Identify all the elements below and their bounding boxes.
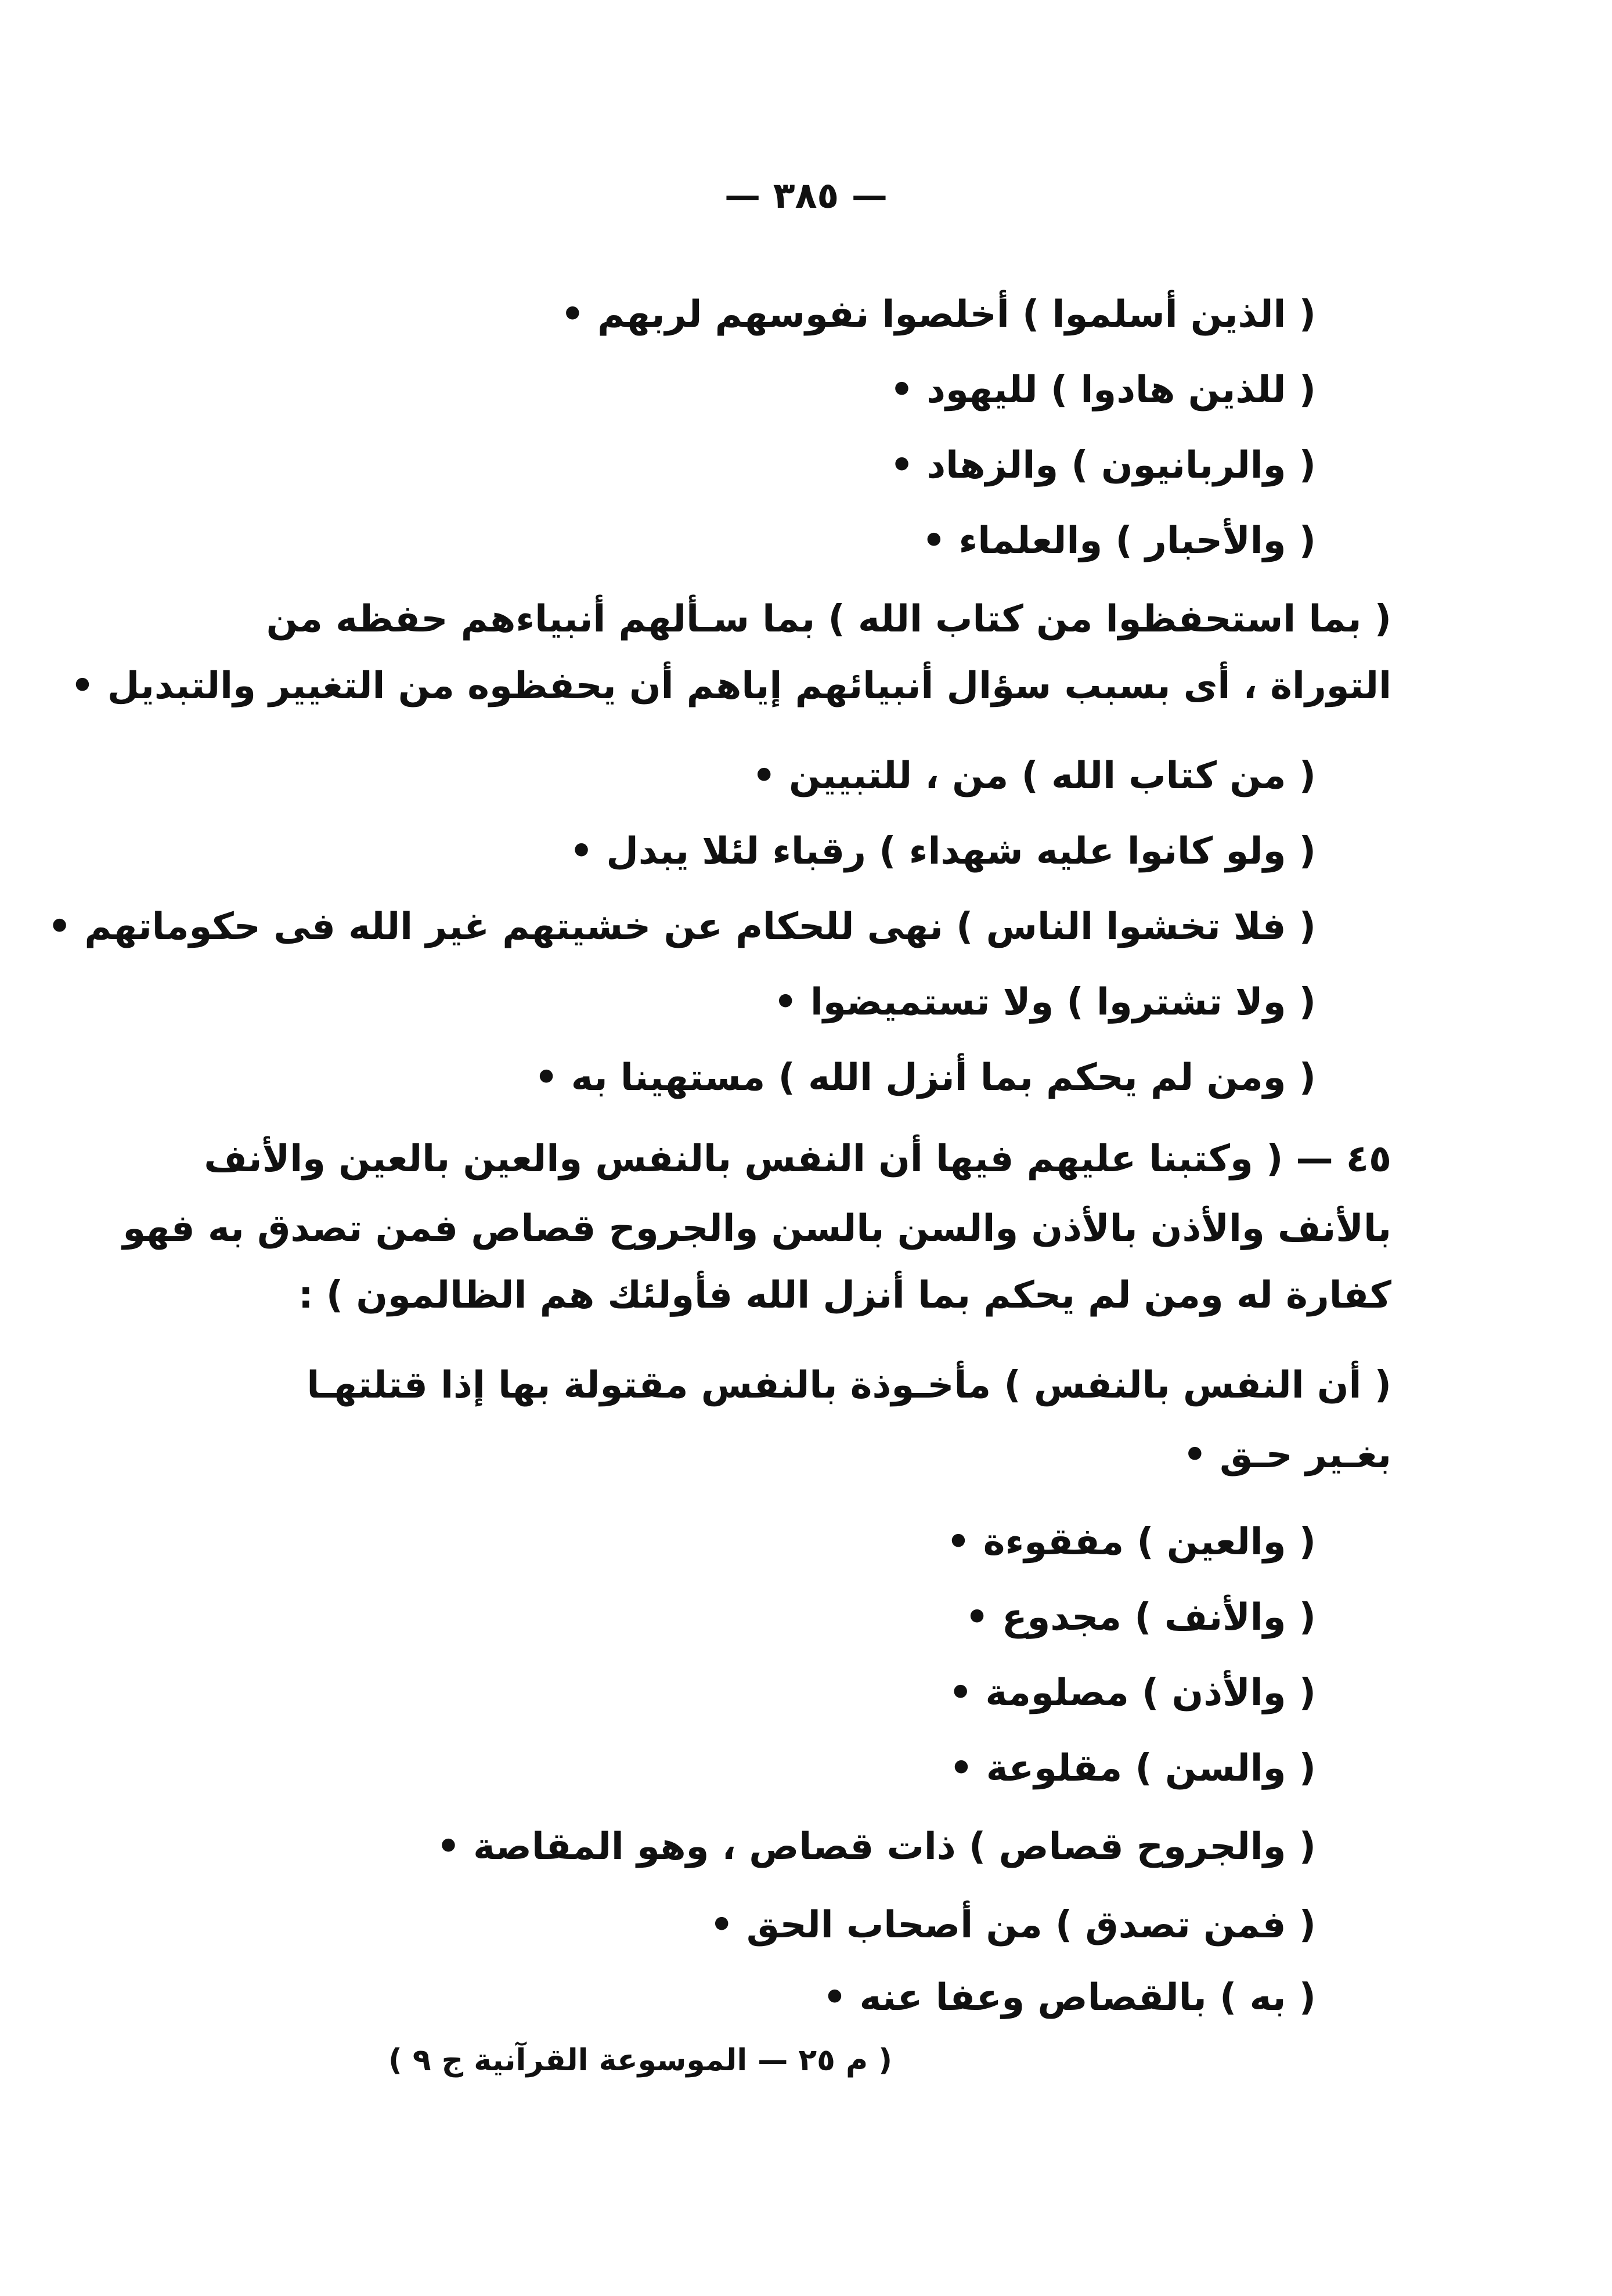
footer-citation: ( م ٢٥ — الموسوعة القرآنية ج ٩ ) (388, 2043, 892, 2078)
text-line: ( فمن تصدق ) من أصحاب الحق • (709, 1904, 1316, 1947)
text-line: ( والأنف ) مجدوع • (965, 1596, 1316, 1639)
text-line: بغـير حـق • (1182, 1434, 1391, 1476)
text-line: ( الذين أسلموا ) أخلصوا نفوسهم لربهم • (560, 293, 1316, 336)
text-line: ( فلا تخشوا الناس ) نهى للحكام عن خشيتهم غير الله فى حكوماتهم • (48, 905, 1316, 948)
verse-line: كفارة له ومن لم يحكم بما أنزل الله فأولئك هم الظالمون ) : (298, 1274, 1391, 1317)
text-line: ( ومن لم يحكم بما أنزل الله ) مستهينا به • (534, 1056, 1316, 1099)
verse-line: ٤٥ — ( وكتبنا عليهم فيها أن النفس بالنفس والعين بالعين والأنف (204, 1138, 1391, 1181)
text-line: ( والسن ) مقلوعة • (949, 1747, 1316, 1790)
text-line: ( للذين هادوا ) لليهود • (889, 369, 1316, 411)
text-line: ( ولو كانوا عليه شهداء ) رقباء لئلا يبدل • (569, 830, 1316, 873)
text-line: ( والربانيون ) والزهاد • (890, 444, 1316, 487)
text-line: ( والأحبار ) والعلماء • (922, 519, 1316, 562)
text-line: ( به ) بالقصاص وعفا عنه • (823, 1976, 1316, 2019)
text-line: ( بما استحفظوا من كتاب الله ) بما سـألهم أنبياءهم حفظه من (266, 598, 1391, 641)
verse-line: بالأنف والأذن بالأذن والسن بالسن والجروح قصاص فمن تصدق به فهو (122, 1207, 1391, 1250)
page-number: — ٣٨٥ — (724, 174, 888, 216)
text-line: ( ولا تشتروا ) ولا تستميضوا • (773, 981, 1316, 1024)
text-line: ( من كتاب الله ) من ، للتبيين • (752, 754, 1316, 797)
text-line: ( أن النفس بالنفس ) مأخـوذة بالنفس مقتولة بها إذا قتلتهـا (306, 1364, 1391, 1407)
text-line: ( والجروح قصاص ) ذات قصاص ، وهو المقاصة • (436, 1825, 1316, 1868)
text-line: التوراة ، أى بسبب سؤال أنبيائهم إياهم أن يحفظوه من التغيير والتبديل • (70, 665, 1391, 707)
text-line: ( والعين ) مفقوءة • (946, 1521, 1316, 1564)
text-line: ( والأذن ) مصلومة • (949, 1672, 1316, 1714)
